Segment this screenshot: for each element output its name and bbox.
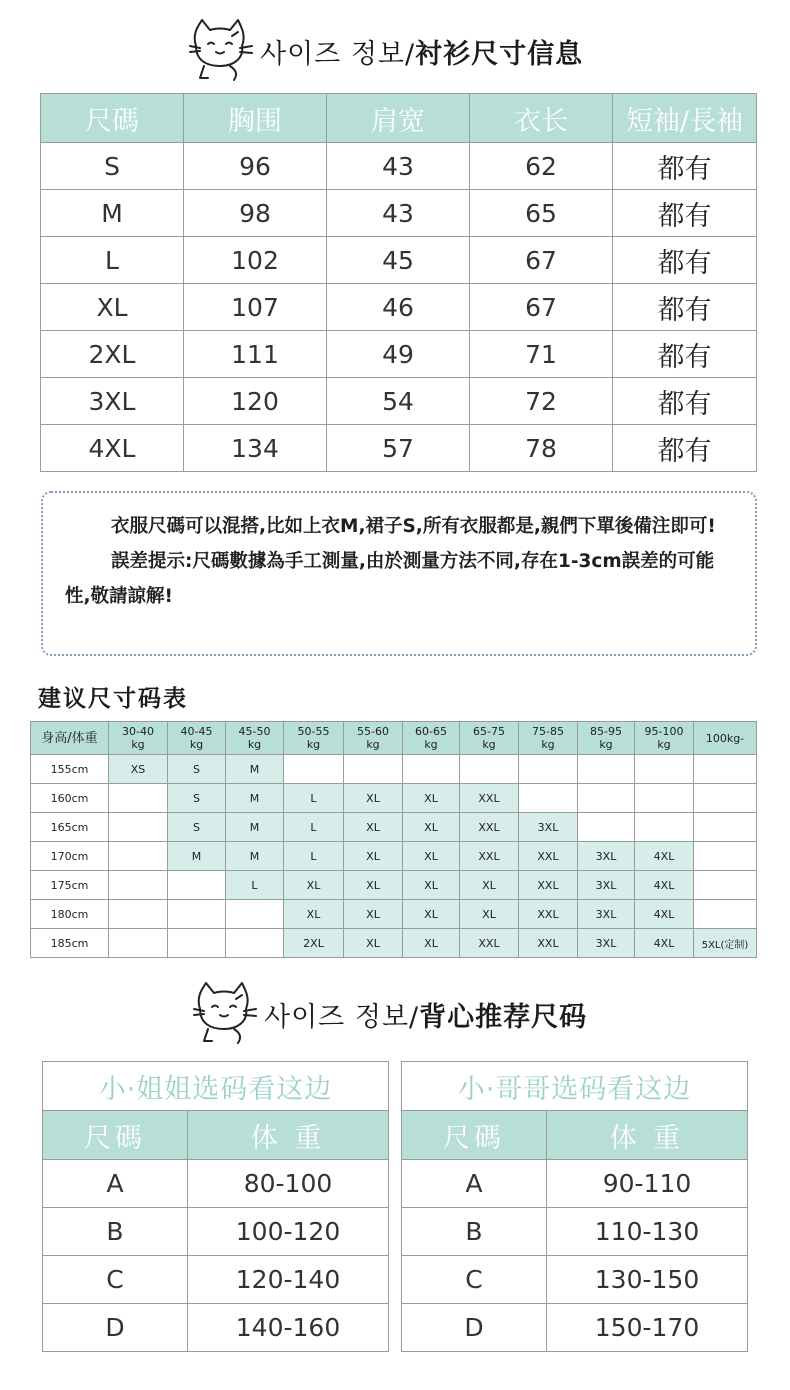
shirt-size-cell: 都有	[613, 425, 757, 472]
men-header-size: 尺碼	[402, 1111, 547, 1160]
table-row	[31, 842, 757, 871]
size-cell: D	[402, 1304, 547, 1352]
weight-cell: 150-170	[547, 1304, 748, 1352]
recommended-size-cell	[226, 929, 284, 958]
table-row	[43, 1160, 389, 1208]
weight-header-cell: 40-45 kg	[168, 722, 226, 755]
weight-header-cell: 55-60 kg	[344, 722, 403, 755]
recommended-size-cell	[109, 871, 168, 900]
weight-header-cell: 100kg-	[694, 722, 757, 755]
recommended-body	[31, 755, 757, 958]
shirt-size-cell: 45	[327, 237, 470, 284]
table-row	[43, 1208, 389, 1256]
weight-cell: 130-150	[547, 1256, 748, 1304]
recommended-size-cell: XL	[344, 929, 403, 958]
shirt-size-cell: 102	[184, 237, 327, 284]
recommended-size-cell: 5XL(定制)	[694, 929, 757, 958]
recommended-size-cell: XXL	[460, 813, 519, 842]
table-row	[41, 331, 757, 378]
height-cell: 165cm	[31, 813, 109, 842]
shirt-size-cell: 67	[470, 237, 613, 284]
women-header-weight: 体 重	[188, 1111, 389, 1160]
table-row	[402, 1208, 748, 1256]
height-cell: 170cm	[31, 842, 109, 871]
recommended-size-cell: XXL	[519, 929, 578, 958]
shirt-size-cell: 71	[470, 331, 613, 378]
shirt-size-body	[41, 143, 757, 472]
section1-title-plain: 사이즈 정보/	[260, 38, 416, 70]
recommended-size-cell	[403, 755, 460, 784]
table-row	[41, 190, 757, 237]
weight-cell: 100-120	[188, 1208, 389, 1256]
recommended-size-cell: M	[168, 842, 226, 871]
shirt-size-cell: 62	[470, 143, 613, 190]
weight-header-cell: 50-55 kg	[284, 722, 344, 755]
table-row	[31, 900, 757, 929]
shirt-size-cell: 都有	[613, 237, 757, 284]
recommended-size-cell: XL	[284, 900, 344, 929]
weight-cell: 80-100	[188, 1160, 389, 1208]
shirt-header-cell: 尺碼	[41, 94, 184, 143]
size-cell: B	[43, 1208, 188, 1256]
recommended-size-cell: XL	[403, 900, 460, 929]
recommended-size-cell: 4XL	[635, 900, 694, 929]
men-header-weight: 体 重	[547, 1111, 748, 1160]
table-row	[41, 425, 757, 472]
shirt-size-cell: 111	[184, 331, 327, 378]
recommended-size-cell: M	[226, 813, 284, 842]
weight-header-cell: 75-85 kg	[519, 722, 578, 755]
shirt-size-cell: 都有	[613, 378, 757, 425]
shirt-size-cell: L	[41, 237, 184, 284]
weight-header-cell: 65-75 kg	[460, 722, 519, 755]
recommended-size-cell: 2XL	[284, 929, 344, 958]
section1-title	[186, 16, 583, 86]
recommended-size-cell: XXL	[519, 842, 578, 871]
recommended-size-cell: XL	[460, 871, 519, 900]
shirt-size-cell: 4XL	[41, 425, 184, 472]
recommended-size-cell	[519, 755, 578, 784]
recommended-size-cell: M	[226, 842, 284, 871]
recommended-size-cell: XXL	[519, 871, 578, 900]
size-cell: B	[402, 1208, 547, 1256]
recommended-size-cell: XL	[403, 784, 460, 813]
shirt-size-cell: XL	[41, 284, 184, 331]
recommended-size-cell	[344, 755, 403, 784]
recommended-header-row	[31, 722, 757, 755]
recommended-size-cell	[578, 784, 635, 813]
recommended-size-cell: L	[284, 784, 344, 813]
table-row	[31, 929, 757, 958]
men-table-caption: 小·哥哥选码看这边	[402, 1062, 748, 1111]
size-cell: A	[43, 1160, 188, 1208]
recommended-size-cell	[578, 813, 635, 842]
shirt-size-cell: 96	[184, 143, 327, 190]
recommended-size-cell: XL	[344, 784, 403, 813]
shirt-size-cell: 都有	[613, 190, 757, 237]
section3-title	[190, 979, 587, 1049]
table-row	[41, 237, 757, 284]
recommended-size-cell	[694, 755, 757, 784]
recommended-size-cell	[109, 842, 168, 871]
table-row	[31, 813, 757, 842]
shirt-size-header-row	[41, 94, 757, 143]
women-header-size: 尺碼	[43, 1111, 188, 1160]
weight-cell: 90-110	[547, 1160, 748, 1208]
cat-mascot-icon	[186, 16, 254, 86]
shirt-size-cell: 67	[470, 284, 613, 331]
recommended-size-cell: 4XL	[635, 842, 694, 871]
height-cell: 185cm	[31, 929, 109, 958]
recommended-size-cell: XL	[403, 813, 460, 842]
recommended-size-cell	[694, 813, 757, 842]
recommended-size-table	[30, 721, 757, 958]
recommended-size-cell: 3XL	[578, 842, 635, 871]
recommended-size-cell: L	[226, 871, 284, 900]
height-weight-corner: 身高/体重	[31, 722, 109, 755]
shirt-size-cell: 54	[327, 378, 470, 425]
recommended-size-cell	[635, 784, 694, 813]
shirt-size-cell: 72	[470, 378, 613, 425]
recommended-size-cell	[109, 929, 168, 958]
men-weight-table	[401, 1061, 748, 1352]
shirt-size-cell: 46	[327, 284, 470, 331]
size-cell: C	[43, 1256, 188, 1304]
recommended-size-cell: S	[168, 813, 226, 842]
shirt-header-cell: 胸围	[184, 94, 327, 143]
recommended-size-cell	[460, 755, 519, 784]
shirt-size-cell: 都有	[613, 284, 757, 331]
notes-line-error: 誤差提示:尺碼數據為手工測量,由於測量方法不同,存在1-3cm誤差的可能性,敬請諒解!	[65, 551, 715, 607]
size-cell: A	[402, 1160, 547, 1208]
recommended-size-cell	[694, 784, 757, 813]
recommended-size-cell	[694, 900, 757, 929]
weight-header-cell: 45-50 kg	[226, 722, 284, 755]
recommended-size-cell	[578, 755, 635, 784]
recommended-size-cell: L	[284, 813, 344, 842]
recommended-size-cell: XL	[344, 900, 403, 929]
recommended-size-cell	[694, 842, 757, 871]
shirt-size-cell: 43	[327, 190, 470, 237]
recommended-size-cell	[168, 929, 226, 958]
recommended-size-cell: XXL	[460, 784, 519, 813]
recommended-size-cell	[168, 900, 226, 929]
shirt-size-cell: 120	[184, 378, 327, 425]
shirt-size-cell: 2XL	[41, 331, 184, 378]
recommended-size-cell: 4XL	[635, 929, 694, 958]
table-row	[31, 871, 757, 900]
section1-title-bold: 衬衫尺寸信息	[415, 38, 584, 70]
table-row	[43, 1304, 389, 1352]
height-cell: 180cm	[31, 900, 109, 929]
recommended-size-cell: L	[284, 842, 344, 871]
recommended-size-cell: XS	[109, 755, 168, 784]
recommended-size-cell: S	[168, 784, 226, 813]
table-row	[43, 1256, 389, 1304]
weight-header-cell: 30-40 kg	[109, 722, 168, 755]
recommended-size-cell: 3XL	[519, 813, 578, 842]
height-cell: 175cm	[31, 871, 109, 900]
recommended-size-cell: XL	[403, 929, 460, 958]
recommended-size-cell: XXL	[460, 929, 519, 958]
recommended-size-cell: XL	[403, 842, 460, 871]
section3-title-bold: 背心推荐尺码	[419, 1001, 588, 1033]
shirt-size-cell: 3XL	[41, 378, 184, 425]
shirt-header-cell: 短袖/長袖	[613, 94, 757, 143]
weight-cell: 120-140	[188, 1256, 389, 1304]
recommended-size-cell: XL	[344, 871, 403, 900]
weight-header-cell: 60-65 kg	[403, 722, 460, 755]
recommended-size-cell	[109, 813, 168, 842]
shirt-size-cell: 43	[327, 143, 470, 190]
table-row	[41, 284, 757, 331]
weight-cell: 110-130	[547, 1208, 748, 1256]
shirt-size-cell: 65	[470, 190, 613, 237]
recommended-size-cell	[694, 871, 757, 900]
recommended-size-cell: 3XL	[578, 900, 635, 929]
notes-box	[41, 491, 757, 656]
table-row	[402, 1304, 748, 1352]
shirt-size-cell: 98	[184, 190, 327, 237]
recommended-size-cell	[109, 784, 168, 813]
recommended-size-cell	[109, 900, 168, 929]
table-row	[31, 784, 757, 813]
recommended-size-cell: XXL	[519, 900, 578, 929]
recommended-size-cell	[635, 813, 694, 842]
shirt-size-cell: 57	[327, 425, 470, 472]
cat-mascot-icon-2	[190, 979, 258, 1049]
shirt-size-table	[40, 93, 757, 472]
shirt-size-cell: S	[41, 143, 184, 190]
shirt-size-cell: 都有	[613, 143, 757, 190]
weight-header-cell: 85-95 kg	[578, 722, 635, 755]
shirt-size-cell: 49	[327, 331, 470, 378]
recommended-size-cell: XL	[403, 871, 460, 900]
weight-cell: 140-160	[188, 1304, 389, 1352]
size-cell: C	[402, 1256, 547, 1304]
shirt-size-cell: 都有	[613, 331, 757, 378]
table-row	[402, 1256, 748, 1304]
shirt-header-cell: 衣长	[470, 94, 613, 143]
table-row	[41, 378, 757, 425]
recommended-size-cell: S	[168, 755, 226, 784]
recommended-size-cell: XL	[344, 842, 403, 871]
shirt-size-cell: 134	[184, 425, 327, 472]
height-cell: 155cm	[31, 755, 109, 784]
recommended-size-cell	[226, 900, 284, 929]
recommended-size-cell	[519, 784, 578, 813]
recommended-size-cell: XL	[344, 813, 403, 842]
size-cell: D	[43, 1304, 188, 1352]
notes-line-mixmatch: 衣服尺碼可以混搭,比如上衣M,裙子S,所有衣服都是,親們下單後備注即可!	[111, 516, 716, 537]
table-row	[41, 143, 757, 190]
section2-title: 建议尺寸码表	[38, 686, 188, 712]
table-row	[31, 755, 757, 784]
table-row	[402, 1160, 748, 1208]
recommended-size-cell	[168, 871, 226, 900]
recommended-size-cell	[284, 755, 344, 784]
women-table-caption: 小·姐姐选码看这边	[43, 1062, 389, 1111]
shirt-size-cell: 78	[470, 425, 613, 472]
weight-header-cell: 95-100 kg	[635, 722, 694, 755]
height-cell: 160cm	[31, 784, 109, 813]
shirt-header-cell: 肩宽	[327, 94, 470, 143]
recommended-size-cell: M	[226, 784, 284, 813]
recommended-size-cell: 4XL	[635, 871, 694, 900]
shirt-size-cell: M	[41, 190, 184, 237]
recommended-size-cell: 3XL	[578, 929, 635, 958]
section3-title-plain: 사이즈 정보/	[264, 1001, 420, 1033]
recommended-size-cell: XXL	[460, 842, 519, 871]
women-weight-table	[42, 1061, 389, 1352]
recommended-size-cell: 3XL	[578, 871, 635, 900]
recommended-size-cell	[635, 755, 694, 784]
recommended-size-cell: M	[226, 755, 284, 784]
recommended-size-cell: XL	[460, 900, 519, 929]
shirt-size-cell: 107	[184, 284, 327, 331]
recommended-size-cell: XL	[284, 871, 344, 900]
